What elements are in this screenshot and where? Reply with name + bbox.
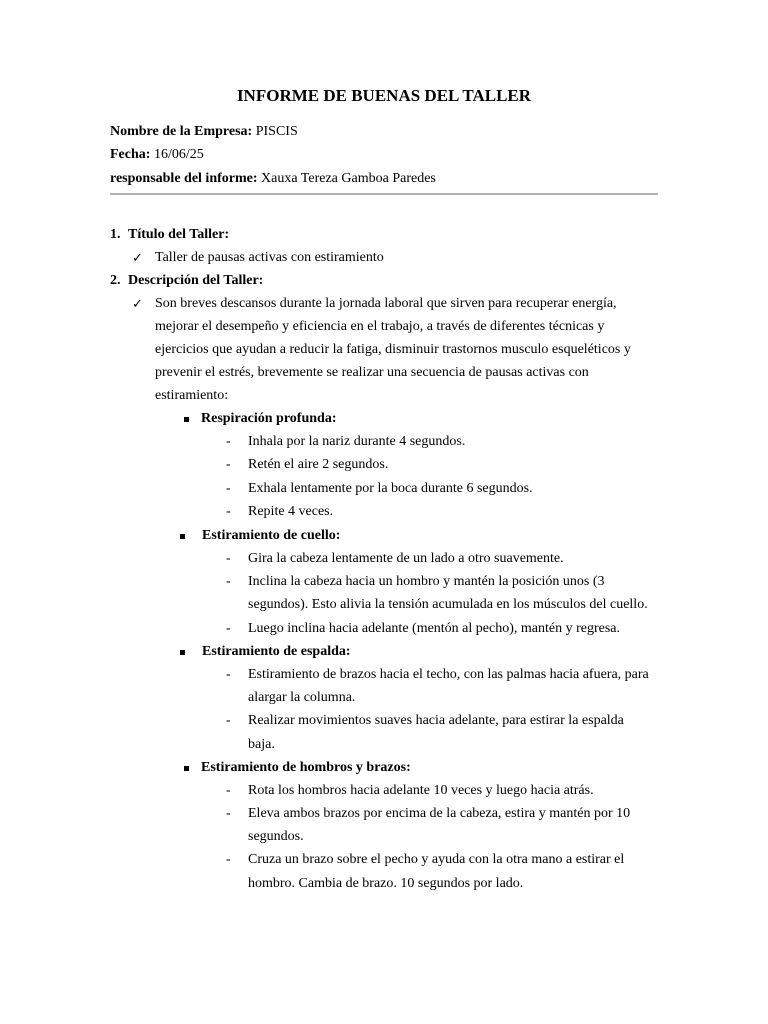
exercise-step-continued: hombro. Cambia de brazo. 10 segundos por lado. [248, 876, 524, 891]
responsible-row [110, 171, 436, 187]
exercise-step: Cruza un brazo sobre el pecho y ayuda con la otra mano a estirar el [248, 852, 625, 867]
description-line: mejorar el desempeño y eficiencia en el trabajo, a través de diferentes técnicas y [155, 319, 605, 334]
responsible-label: responsable del informe: [110, 171, 258, 186]
exercise-step: Inclina la cabeza hacia un hombro y mantén la posición unos (3 [248, 574, 605, 589]
square-bullet-icon [180, 534, 185, 539]
dash-bullet: - [226, 551, 231, 566]
description-line: estiramiento: [155, 388, 229, 403]
dash-bullet: - [226, 574, 231, 589]
square-bullet-icon [184, 766, 189, 771]
exercise-step: Retén el aire 2 segundos. [248, 457, 389, 472]
header-divider [110, 193, 658, 195]
exercise-heading: Estiramiento de hombros y brazos: [201, 760, 411, 775]
check-icon: ✓ [132, 250, 143, 265]
exercise-step: Eleva ambos brazos por encima de la cabeza, estira y mantén por 10 [248, 806, 631, 821]
dash-bullet: - [226, 481, 231, 496]
check-icon: ✓ [132, 296, 143, 311]
exercise-heading: Respiración profunda: [201, 411, 337, 426]
dash-bullet: - [226, 852, 231, 867]
date-label: Fecha: [110, 147, 151, 162]
dash-bullet: - [226, 783, 231, 798]
date-row [110, 147, 204, 163]
exercise-step: Inhala por la nariz durante 4 segundos. [248, 434, 466, 449]
workshop-title-text: Taller de pausas activas con estiramiento [155, 250, 384, 265]
dash-bullet: - [226, 806, 231, 821]
section-heading-description: Descripción del Taller: [128, 273, 264, 288]
description-line: prevenir el estrés, brevemente se realizar una secuencia de pausas activas con [155, 365, 589, 380]
square-bullet-icon [180, 650, 185, 655]
exercise-step: Realizar movimientos suaves hacia adelante, para estirar la espalda [248, 713, 624, 728]
exercise-step: Rota los hombros hacia adelante 10 veces y luego hacia atrás. [248, 783, 594, 798]
dash-bullet: - [226, 713, 231, 728]
exercise-heading: Estiramiento de cuello: [202, 528, 341, 543]
company-row [110, 124, 298, 140]
dash-bullet: - [226, 621, 231, 636]
exercise-step: Repite 4 veces. [248, 504, 334, 519]
exercise-step-continued: segundos. [248, 829, 304, 844]
exercise-step-continued: baja. [248, 737, 275, 752]
company-label: Nombre de la Empresa: [110, 124, 253, 139]
description-line: Son breves descansos durante la jornada laboral que sirven para recuperar energía, [155, 296, 617, 311]
dash-bullet: - [226, 667, 231, 682]
dash-bullet: - [226, 457, 231, 472]
square-bullet-icon [184, 417, 189, 422]
description-line: ejercicios que ayudan a reducir la fatiga, disminuir trastornos musculo esqueléticos y [155, 342, 631, 357]
dash-bullet: - [226, 504, 231, 519]
responsible-value: Xauxa Tereza Gamboa Paredes [261, 171, 436, 186]
dash-bullet: - [226, 434, 231, 449]
section-number: 1. [110, 227, 121, 242]
exercise-step: Exhala lentamente por la boca durante 6 segundos. [248, 481, 533, 496]
date-value: 16/06/25 [153, 147, 204, 162]
document-title: INFORME DE BUENAS DEL TALLER [236, 86, 532, 105]
section-heading-title: Título del Taller: [128, 227, 230, 242]
company-value: PISCIS [255, 124, 298, 139]
exercise-step: Luego inclina hacia adelante (mentón al pecho), mantén y regresa. [248, 621, 620, 636]
section-number: 2. [110, 273, 121, 288]
exercise-step: Estiramiento de brazos hacia el techo, con las palmas hacia afuera, para [248, 667, 649, 682]
exercise-step: Gira la cabeza lentamente de un lado a otro suavemente. [248, 551, 564, 566]
exercise-heading: Estiramiento de espalda: [202, 644, 351, 659]
exercise-step-continued: alargar la columna. [248, 690, 356, 705]
exercise-step-continued: segundos). Esto alivia la tensión acumulada en los músculos del cuello. [248, 597, 648, 612]
